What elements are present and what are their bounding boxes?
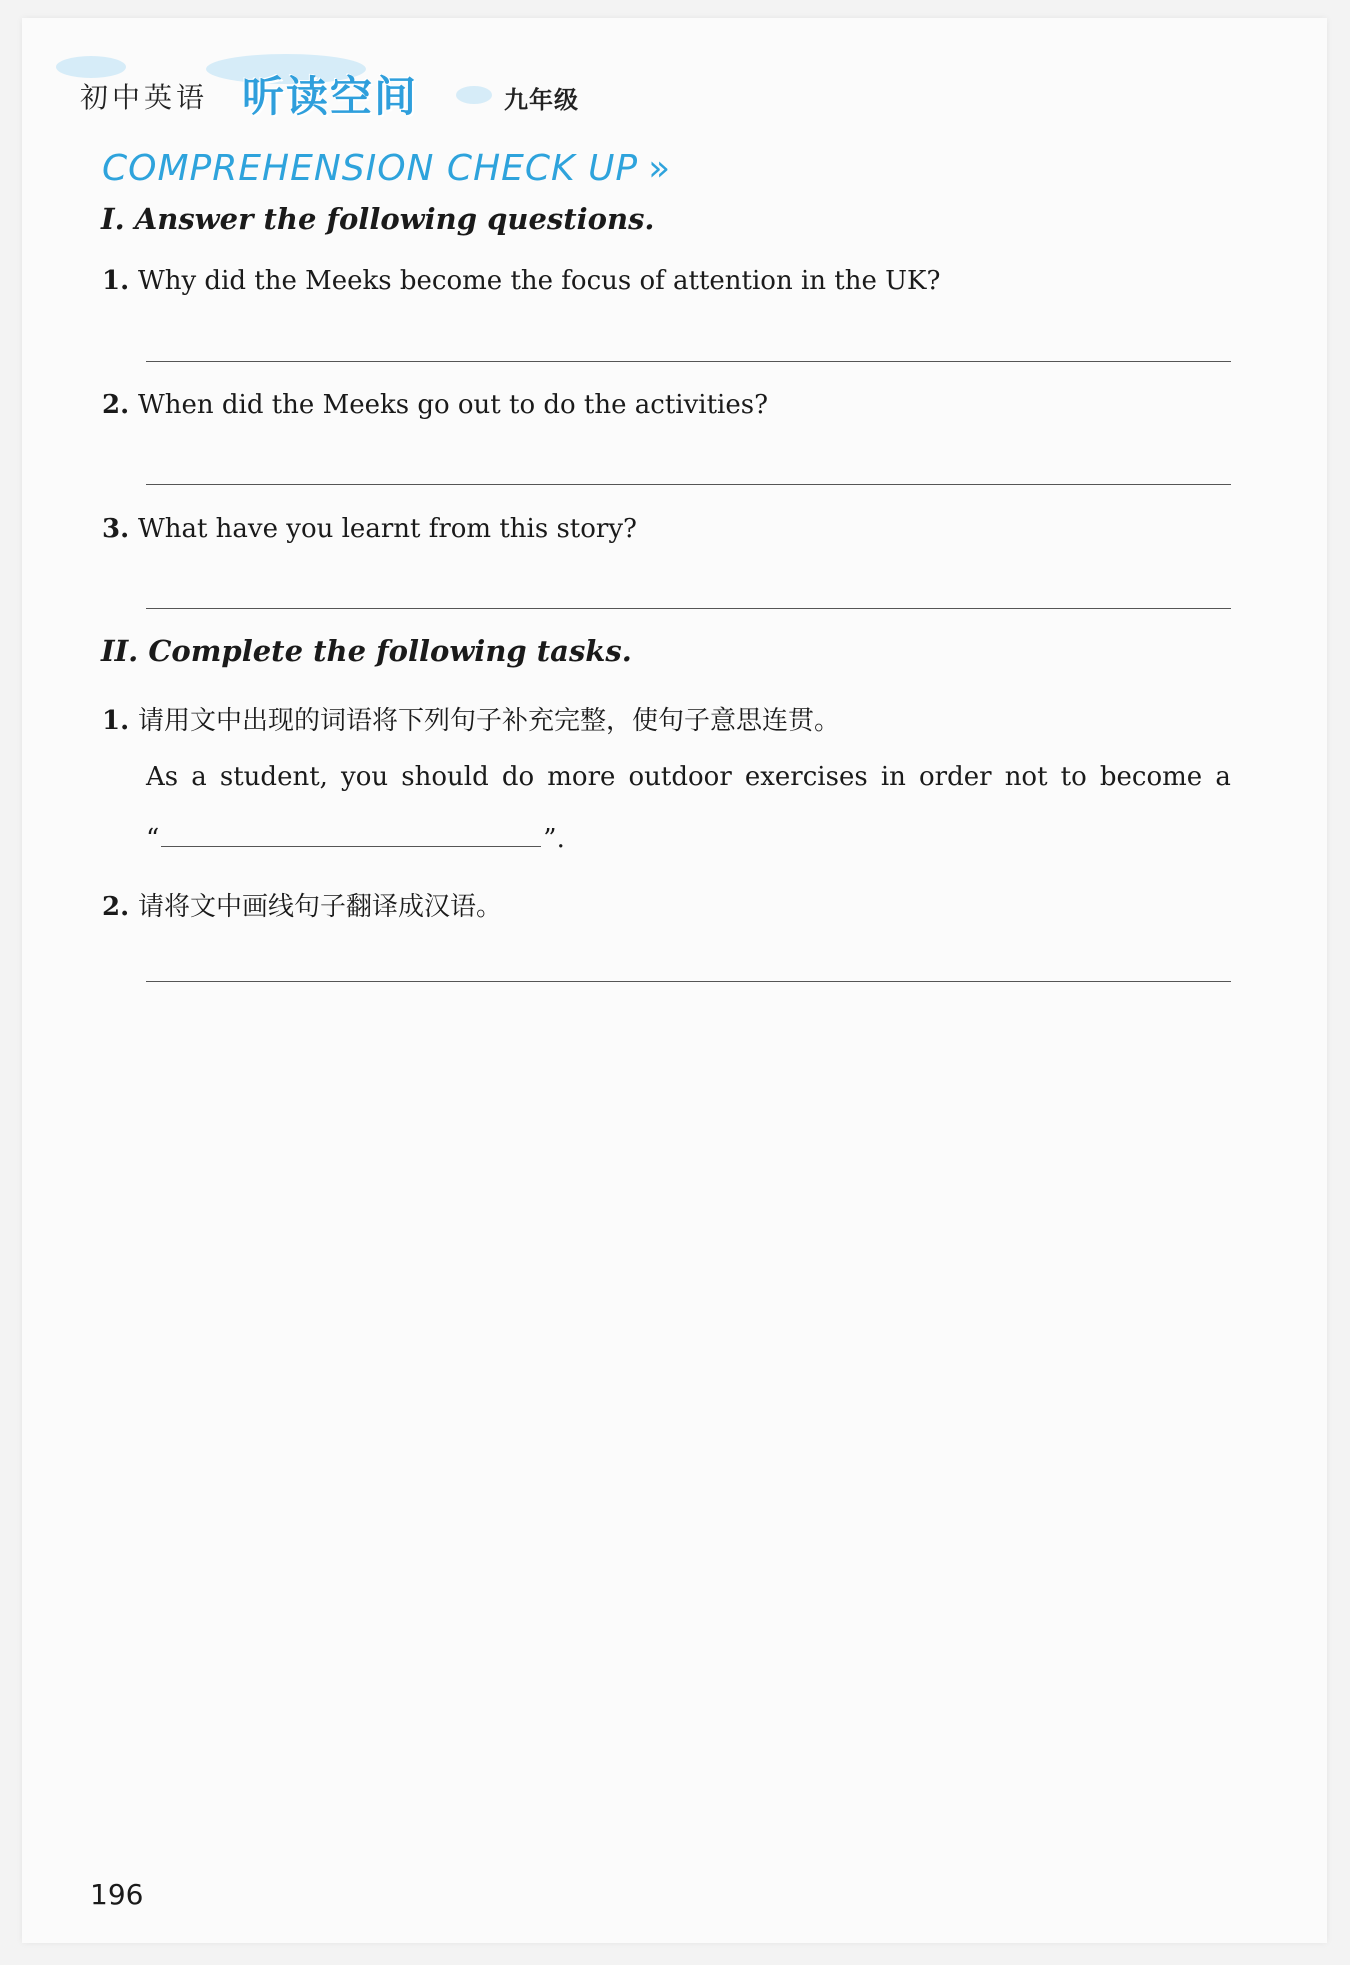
question-number: 1. [102, 266, 130, 296]
close-quote: ”. [543, 824, 565, 854]
answer-line-task-2[interactable] [146, 981, 1231, 982]
fill-in-blank[interactable] [161, 824, 541, 847]
sentence-word: a [191, 762, 207, 792]
sentence-word: a [1215, 762, 1231, 792]
part2-heading: II. Complete the following tasks. [101, 634, 632, 668]
task-2 [102, 886, 502, 923]
question-2 [102, 390, 768, 420]
sentence-word: not [1004, 762, 1048, 792]
header-cloud-decoration [456, 86, 492, 104]
task-1-blank-line [146, 824, 565, 854]
question-1 [102, 266, 940, 296]
sentence-word: more [547, 762, 616, 792]
sentence-word: As [146, 762, 179, 792]
sentence-word: you [341, 762, 389, 792]
answer-line-2[interactable] [146, 484, 1231, 485]
sentence-word: should [401, 762, 489, 792]
answer-line-1[interactable] [146, 361, 1231, 362]
sentence-word: exercises [744, 762, 868, 792]
question-text: What have you learnt from this story? [138, 514, 637, 544]
grade-label: 九年级 [504, 86, 579, 114]
section-title [102, 148, 671, 189]
sentence-word: to [1060, 762, 1087, 792]
task-number: 2. [102, 892, 130, 922]
header-cloud-decoration [56, 56, 126, 78]
task-instruction: 请将文中画线句子翻译成汉语。 [138, 892, 503, 922]
question-number: 2. [102, 390, 130, 420]
double-chevron-icon: » [648, 148, 672, 189]
section-title-text: COMPREHENSION CHECK UP [102, 148, 639, 189]
series-title: 初中英语 [80, 81, 209, 114]
sentence-word: outdoor [628, 762, 732, 792]
page-number: 196 [90, 1878, 144, 1911]
sentence-word: in [880, 762, 906, 792]
question-text: Why did the Meeks become the focus of attention in the UK? [138, 266, 941, 296]
task-1 [102, 700, 840, 737]
task-1-sentence [146, 762, 1231, 792]
question-number: 3. [102, 514, 130, 544]
question-text: When did the Meeks go out to do the activities? [138, 390, 769, 420]
series-brand-logo: 听读空间 [242, 72, 419, 121]
sentence-word: student, [219, 762, 328, 792]
answer-line-3[interactable] [146, 608, 1231, 609]
task-number: 1. [102, 706, 130, 736]
task-instruction: 请用文中出现的词语将下列句子补充完整，使句子意思连贯。 [138, 706, 841, 736]
worksheet-page [22, 18, 1327, 1943]
question-3 [102, 514, 637, 544]
sentence-word: order [919, 762, 992, 792]
series-header [56, 52, 616, 132]
sentence-word: do [501, 762, 535, 792]
sentence-word: become [1099, 762, 1203, 792]
part1-heading: I. Answer the following questions. [101, 202, 655, 236]
open-quote: “ [146, 824, 160, 854]
